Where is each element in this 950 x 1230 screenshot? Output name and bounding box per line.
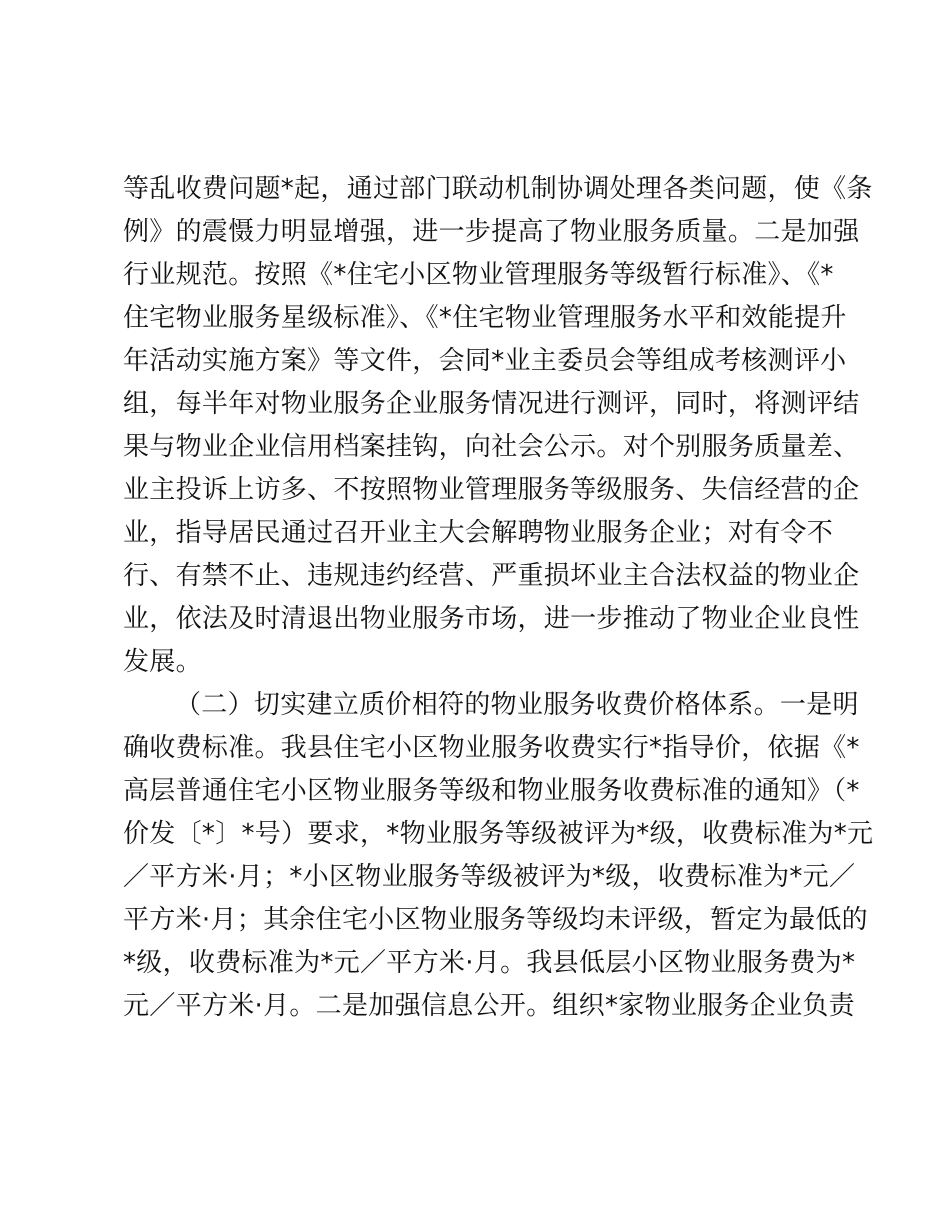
text-line: 例》的震慑力明显增强，进一步提高了物业服务质量。二是加强 [123,217,860,247]
text-line: 业，指导居民通过召开业主大会解聘物业服务企业；对有令不 [123,518,834,548]
text-line: 年活动实施方案》等文件，会同*业主委员会等组成考核测评小 [123,346,847,376]
text-line: 果与物业企业信用档案挂钩，向社会公示。对个别服务质量差、 [123,432,860,462]
text-line: *级，收费标准为*元／平方米·月。我县低层小区物业服务费为* [123,948,856,978]
text-line: 价发〔*〕*号）要求，*物业服务等级被评为*级，收费标准为*元 [123,819,874,849]
text-line: 等乱收费问题*起，通过部门联动机制协调处理各类问题，使《条 [123,174,873,204]
body-text [123,168,874,1028]
text-line: 行、有禁不止、违规违约经营、严重损坏业主合法权益的物业企 [123,561,860,591]
text-line: 发展。 [123,647,202,677]
text-line: 确收费标准。我县住宅小区物业服务收费实行*指导价，依据《* [123,733,860,763]
text-line: 元／平方米·月。二是加强信息公开。组织*家物业服务企业负责 [123,991,855,1021]
text-line: ／平方米·月；*小区物业服务等级被评为*级，收费标准为*元／ [123,862,856,892]
text-line: 组，每半年对物业服务企业服务情况进行测评，同时，将测评结 [123,389,860,419]
text-line: 平方米·月；其余住宅小区物业服务等级均未评级，暂定为最低的 [123,905,868,935]
text-line: 业主投诉上访多、不按照物业管理服务等级服务、失信经营的企 [123,475,860,505]
text-line: 高层普通住宅小区物业服务等级和物业服务收费标准的通知》（* [123,776,860,806]
text-line: 行业规范。按照《*住宅小区物业管理服务等级暂行标准》、《* [123,260,834,290]
text-line: 住宅物业服务星级标准》、《*住宅物业管理服务水平和效能提升 [123,303,847,333]
text-line: 业，依法及时清退出物业服务市场，进一步推动了物业企业良性 [123,604,860,634]
section-heading-line: （二）切实建立质价相符的物业服务收费价格体系。一是明 [175,690,859,720]
